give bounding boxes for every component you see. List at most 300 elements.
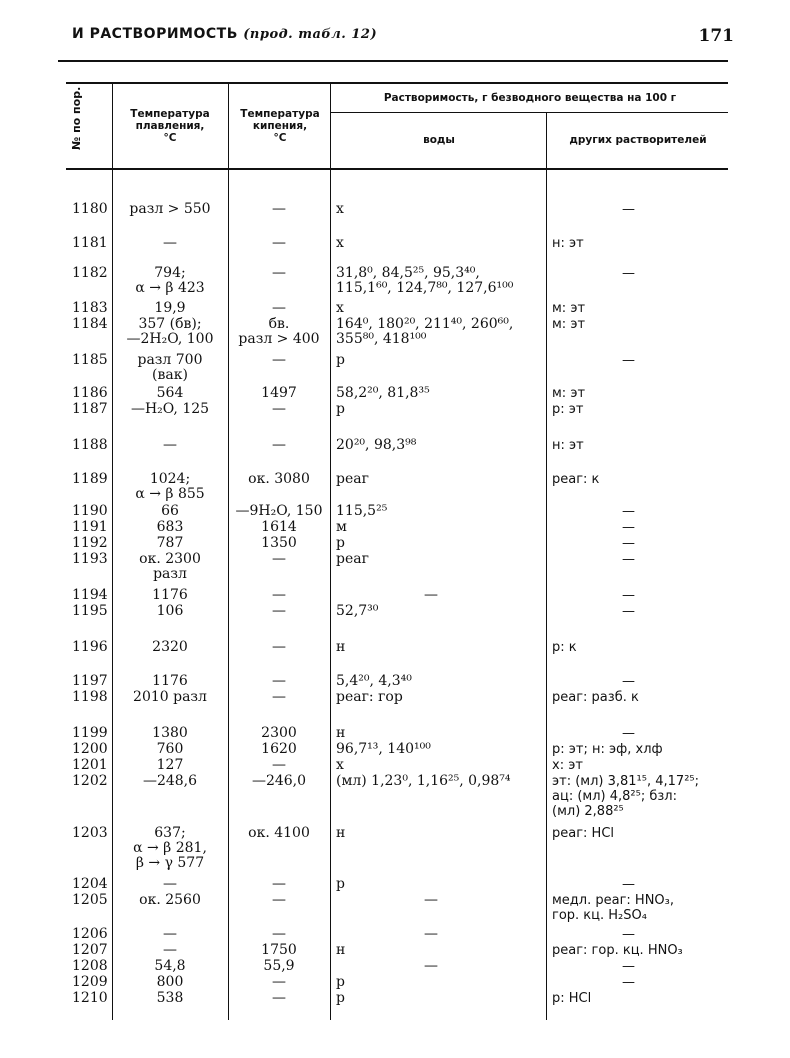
boiling-point-cell <box>228 604 330 619</box>
melting-point-cell <box>114 588 226 603</box>
water-solubility-cell-line: реаг: гор <box>336 689 403 705</box>
other-solvents-cell-line: реаг: HCl <box>552 826 615 841</box>
water-solubility-cell <box>424 959 634 974</box>
row-number: 1193 <box>72 551 108 567</box>
water-solubility-cell <box>336 536 546 551</box>
melting-point-cell <box>114 536 226 551</box>
water-solubility-cell <box>336 877 546 892</box>
melting-point-cell <box>114 690 226 705</box>
water-solubility-cell-line: — <box>424 587 438 603</box>
other-solvents-cell-line: медл. реаг: HNO₃, <box>552 893 675 908</box>
col-rule-3 <box>330 82 331 1020</box>
water-solubility-cell-line: 52,7³⁰ <box>336 603 379 619</box>
melting-point-cell-line: α → β 855 <box>135 486 205 502</box>
melting-point-cell-line: 54,8 <box>154 958 186 974</box>
other-solvents-cell-line: — <box>622 504 635 519</box>
other-solvents-cell-line: — <box>622 674 635 689</box>
other-solvents-cell-line: м: эт <box>552 301 586 316</box>
row-number: 1195 <box>72 603 108 619</box>
melting-point-cell <box>114 893 226 908</box>
other-solvents-cell-line: — <box>622 353 635 368</box>
other-solvents-cell-line: н: эт <box>552 438 584 453</box>
other-solvents-cell-line: м: эт <box>552 317 586 332</box>
col-rule-4 <box>546 112 547 1020</box>
row-number: 1205 <box>72 892 108 908</box>
other-solvents-cell-line: — <box>622 604 635 619</box>
melting-point-cell-line: 794; <box>154 265 186 281</box>
other-solvents-column-header: других растворителей <box>569 134 707 146</box>
other-solvents-cell <box>622 604 790 619</box>
other-solvents-cell-line: — <box>622 959 635 974</box>
melting-point-cell <box>114 674 226 689</box>
water-solubility-cell-line: р <box>336 974 345 990</box>
boiling-point-cell-line: — <box>272 352 286 368</box>
melting-point-cell-line: 1176 <box>152 673 188 689</box>
row-number: 1185 <box>72 352 108 368</box>
melting-point-cell <box>114 975 226 990</box>
boiling-point-cell <box>228 520 330 535</box>
melting-point-cell-line: 19,9 <box>154 300 186 316</box>
boiling-point-cell <box>228 588 330 603</box>
boiling-point-cell <box>228 301 330 316</box>
other-solvents-cell-line: реаг: гор. кц. HNO₃ <box>552 943 683 958</box>
water-solubility-cell-line: х <box>336 300 344 316</box>
row-number: 1196 <box>72 639 108 655</box>
water-solubility-cell <box>336 472 546 487</box>
melting-point-cell-line: ок. 2560 <box>139 892 201 908</box>
other-solvents-cell-line: м: эт <box>552 386 586 401</box>
boiling-point-cell <box>228 975 330 990</box>
water-solubility-cell <box>336 402 546 417</box>
col-rule-1 <box>112 82 113 1020</box>
header-rule <box>66 82 728 84</box>
boiling-point-cell <box>228 742 330 757</box>
row-number: 1189 <box>72 471 108 487</box>
melting-point-cell-line: 1024; <box>149 471 191 487</box>
melting-point-cell-line: (вак) <box>152 367 188 383</box>
melting-point-cell-line: 800 <box>156 974 184 990</box>
boiling-point-cell <box>228 402 330 417</box>
other-solvents-cell <box>552 236 738 251</box>
row-number: 1199 <box>72 725 108 741</box>
water-solubility-cell-line: м <box>336 519 347 535</box>
row-number: 1194 <box>72 587 108 603</box>
melting-point-cell-line: 637; <box>154 825 186 841</box>
melting-point-cell-line: 1176 <box>152 587 188 603</box>
boiling-point-cell-line: — <box>272 265 286 281</box>
other-solvents-cell <box>552 991 738 1006</box>
melting-point-cell <box>114 927 226 942</box>
water-solubility-cell <box>336 236 546 251</box>
other-solvents-cell <box>622 674 790 689</box>
boiling-point-cell-line: — <box>272 639 286 655</box>
water-solubility-cell-line: н <box>336 639 346 655</box>
water-solubility-cell-line: р <box>336 401 345 417</box>
melting-point-cell <box>114 266 226 296</box>
water-solubility-cell <box>336 301 546 316</box>
boiling-point-cell-line: ок. 3080 <box>248 471 310 487</box>
other-solvents-cell <box>622 202 790 217</box>
melting-point-cell <box>114 742 226 757</box>
other-solvents-cell <box>552 317 738 332</box>
row-number: 1204 <box>72 876 108 892</box>
boiling-point-cell <box>228 552 330 567</box>
melting-point-cell-line: 760 <box>156 741 184 757</box>
melting-point-cell <box>114 236 226 251</box>
water-solubility-cell <box>336 826 546 841</box>
other-solvents-cell <box>622 552 790 567</box>
melting-point-cell <box>114 317 226 347</box>
boiling-point-cell <box>228 536 330 551</box>
other-solvents-cell <box>622 877 790 892</box>
boiling-point-cell-line: —246,0 <box>251 773 307 789</box>
melting-point-cell-line: 564 <box>156 385 184 401</box>
melting-header-line: плавления, <box>135 120 205 132</box>
melting-point-cell <box>114 472 226 502</box>
row-number: 1182 <box>72 265 108 281</box>
water-solubility-cell-line: — <box>424 892 438 908</box>
other-solvents-cell-line: р: к <box>552 640 577 655</box>
other-solvents-cell-line: реаг: разб. к <box>552 690 639 705</box>
water-solubility-cell <box>336 266 546 296</box>
water-solubility-cell <box>336 202 546 217</box>
boiling-point-cell <box>228 640 330 655</box>
number-column-header: № по пор. <box>70 86 83 150</box>
melting-point-cell-line: 787 <box>156 535 184 551</box>
row-number: 1203 <box>72 825 108 841</box>
boiling-point-cell <box>228 893 330 908</box>
other-solvents-cell <box>622 726 790 741</box>
other-solvents-cell-line: эт: (мл) 3,81¹⁵, 4,17²⁵; <box>552 774 699 789</box>
melting-point-cell-line: 538 <box>156 990 184 1006</box>
melting-point-cell-line: ок. 2300 <box>139 551 201 567</box>
water-solubility-cell <box>336 604 546 619</box>
water-solubility-cell <box>336 975 546 990</box>
boiling-point-cell-line: — <box>272 201 286 217</box>
row-number: 1183 <box>72 300 108 316</box>
other-solvents-cell-line: ац: (мл) 4,8²⁵; бзл: <box>552 789 677 804</box>
water-solubility-cell-line: — <box>424 958 438 974</box>
water-solubility-cell <box>336 504 546 519</box>
row-number: 1190 <box>72 503 108 519</box>
melting-point-cell-line: 66 <box>161 503 179 519</box>
boiling-point-cell <box>228 438 330 453</box>
other-solvents-cell-line: р: HCl <box>552 991 592 1006</box>
melting-point-cell-line: β → γ 577 <box>135 855 205 871</box>
melting-point-cell-line: — <box>163 876 177 892</box>
melting-point-cell <box>114 202 226 217</box>
other-solvents-cell <box>552 943 738 958</box>
melting-point-cell-line: 1380 <box>152 725 188 741</box>
melting-point-cell-line: разл <box>153 566 187 582</box>
row-number: 1201 <box>72 757 108 773</box>
water-column-header: воды <box>423 134 455 146</box>
melting-point-cell <box>114 640 226 655</box>
water-solubility-cell <box>336 774 546 789</box>
melting-point-cell-line: 2320 <box>152 639 188 655</box>
melting-point-cell-line: 2010 разл <box>133 689 207 705</box>
water-solubility-cell-line: 58,2²⁰, 81,8³⁵ <box>336 385 430 401</box>
melting-point-cell <box>114 402 226 417</box>
water-solubility-cell-line: н <box>336 825 346 841</box>
row-number: 1210 <box>72 990 108 1006</box>
boiling-header-line: Температура <box>240 108 320 120</box>
melting-point-cell-line: — <box>163 437 177 453</box>
row-number: 1197 <box>72 673 108 689</box>
water-solubility-cell <box>424 927 634 942</box>
water-solubility-cell <box>336 991 546 1006</box>
other-solvents-cell <box>622 927 790 942</box>
melting-header-line: Температура <box>130 108 210 120</box>
melting-point-cell <box>114 604 226 619</box>
water-solubility-cell <box>336 640 546 655</box>
other-solvents-cell-line: р: эт <box>552 402 584 417</box>
other-solvents-cell <box>552 402 738 417</box>
other-solvents-cell-line: — <box>622 975 635 990</box>
running-title <box>72 26 377 42</box>
row-number: 1184 <box>72 316 108 332</box>
boiling-point-cell-line: 1614 <box>261 519 297 535</box>
row-number: 1188 <box>72 437 108 453</box>
water-solubility-cell-line: н <box>336 725 346 741</box>
other-solvents-cell <box>622 520 790 535</box>
boiling-point-cell-line: — <box>272 300 286 316</box>
melting-point-cell <box>114 552 226 582</box>
water-solubility-cell-line: 115,1⁶⁰, 124,7⁸⁰, 127,6¹⁰⁰ <box>336 280 514 296</box>
boiling-point-cell-line: 55,9 <box>263 958 295 974</box>
boiling-point-cell-line: — <box>272 876 286 892</box>
melting-point-cell-line: 106 <box>156 603 184 619</box>
solubility-rule <box>330 112 728 113</box>
water-solubility-cell-line: 115,5²⁵ <box>336 503 388 519</box>
boiling-point-cell-line: — <box>272 974 286 990</box>
water-solubility-cell-line: р <box>336 535 345 551</box>
melting-column-header <box>114 108 226 144</box>
melting-point-cell <box>114 959 226 974</box>
other-solvents-cell-line: реаг: к <box>552 472 600 487</box>
row-number: 1206 <box>72 926 108 942</box>
other-solvents-cell <box>552 301 738 316</box>
boiling-point-cell-line: ок. 4100 <box>248 825 310 841</box>
melting-point-cell-line: — <box>163 235 177 251</box>
melting-point-cell-line: α → β 281, <box>133 840 207 856</box>
water-solubility-cell-line: 355⁸⁰, 418¹⁰⁰ <box>336 331 427 347</box>
water-solubility-cell <box>336 552 546 567</box>
boiling-point-cell-line: разл > 400 <box>238 331 320 347</box>
boiling-point-cell <box>228 236 330 251</box>
water-solubility-cell-line: н <box>336 942 346 958</box>
row-number: 1187 <box>72 401 108 417</box>
melting-point-cell <box>114 726 226 741</box>
water-solubility-cell-line: (мл) 1,23⁰, 1,16²⁵, 0,98⁷⁴ <box>336 773 511 789</box>
boiling-point-cell <box>228 353 330 368</box>
row-number: 1186 <box>72 385 108 401</box>
other-solvents-cell <box>552 774 738 819</box>
other-solvents-cell <box>622 266 790 281</box>
water-solubility-cell-line: р <box>336 352 345 368</box>
boiling-point-cell <box>228 472 330 487</box>
other-solvents-cell <box>552 690 738 705</box>
other-solvents-cell <box>552 386 738 401</box>
boiling-point-cell <box>228 758 330 773</box>
other-solvents-cell <box>622 504 790 519</box>
water-solubility-cell-line: р <box>336 876 345 892</box>
running-title-text: И РАСТВОРИМОСТЬ <box>72 26 238 42</box>
other-solvents-cell <box>622 959 790 974</box>
boiling-point-cell <box>228 202 330 217</box>
melting-point-cell-line: α → β 423 <box>135 280 205 296</box>
boiling-point-cell <box>228 991 330 1006</box>
boiling-point-cell <box>228 504 330 519</box>
other-solvents-cell-line: гор. кц. H₂SO₄ <box>552 908 647 923</box>
boiling-point-cell-line: —9H₂O, 150 <box>235 503 323 519</box>
melting-header-line: °С <box>163 132 177 144</box>
water-solubility-cell-line: реаг <box>336 551 369 567</box>
melting-point-cell-line: разл > 550 <box>129 201 211 217</box>
melting-point-cell <box>114 758 226 773</box>
boiling-point-cell <box>228 943 330 958</box>
boiling-point-cell-line: — <box>272 401 286 417</box>
melting-point-cell <box>114 504 226 519</box>
boiling-point-cell <box>228 877 330 892</box>
melting-point-cell <box>114 826 226 871</box>
boiling-point-cell-line: 1497 <box>261 385 297 401</box>
boiling-point-cell-line: — <box>272 551 286 567</box>
boiling-header-line: °С <box>273 132 287 144</box>
page-number: 171 <box>698 26 734 46</box>
other-solvents-cell-line: р: эт; н: эф, хлф <box>552 742 663 757</box>
water-solubility-cell <box>336 943 546 958</box>
boiling-point-cell <box>228 927 330 942</box>
water-solubility-cell-line: 5,4²⁰, 4,3⁴⁰ <box>336 673 412 689</box>
row-number: 1181 <box>72 235 108 251</box>
melting-point-cell-line: разл 700 <box>137 352 203 368</box>
water-solubility-cell <box>336 690 546 705</box>
melting-point-cell-line: 683 <box>156 519 184 535</box>
water-solubility-cell-line: 96,7¹³, 140¹⁰⁰ <box>336 741 431 757</box>
melting-point-cell-line: —248,6 <box>142 773 198 789</box>
melting-point-cell-line: — <box>163 926 177 942</box>
melting-point-cell-line: —2H₂O, 100 <box>126 331 214 347</box>
water-solubility-cell-line: 31,8⁰, 84,5²⁵, 95,3⁴⁰, <box>336 265 480 281</box>
row-number: 1209 <box>72 974 108 990</box>
other-solvents-cell <box>552 640 738 655</box>
running-subtitle: (прод. табл. 12) <box>243 27 378 42</box>
other-solvents-cell <box>552 758 738 773</box>
water-solubility-cell <box>336 386 546 401</box>
boiling-point-cell <box>228 726 330 741</box>
water-solubility-cell-line: 164⁰, 180²⁰, 211⁴⁰, 260⁶⁰, <box>336 316 514 332</box>
boiling-point-cell <box>228 266 330 281</box>
water-solubility-cell <box>336 353 546 368</box>
boiling-point-cell-line: бв. <box>268 316 290 332</box>
water-solubility-cell <box>336 726 546 741</box>
other-solvents-cell <box>552 438 738 453</box>
water-solubility-cell <box>336 742 546 757</box>
melting-point-cell <box>114 774 226 789</box>
boiling-point-cell-line: — <box>272 892 286 908</box>
melting-point-cell-line: —H₂O, 125 <box>130 401 210 417</box>
row-number: 1180 <box>72 201 108 217</box>
boiling-column-header <box>230 108 330 144</box>
boiling-point-cell-line: 1620 <box>261 741 297 757</box>
other-solvents-cell-line: — <box>622 536 635 551</box>
melting-point-cell <box>114 301 226 316</box>
other-solvents-cell <box>622 536 790 551</box>
melting-point-cell <box>114 386 226 401</box>
boiling-point-cell <box>228 690 330 705</box>
other-solvents-cell <box>622 353 790 368</box>
other-solvents-cell <box>622 588 790 603</box>
top-rule <box>58 60 728 62</box>
melting-point-cell <box>114 943 226 958</box>
boiling-point-cell-line: — <box>272 603 286 619</box>
other-solvents-cell <box>552 742 738 757</box>
other-solvents-cell <box>622 975 790 990</box>
boiling-point-cell-line: — <box>272 926 286 942</box>
row-number: 1192 <box>72 535 108 551</box>
other-solvents-cell-line: (мл) 2,88²⁵ <box>552 804 624 819</box>
row-number: 1208 <box>72 958 108 974</box>
melting-point-cell <box>114 991 226 1006</box>
other-solvents-cell-line: — <box>622 520 635 535</box>
other-solvents-cell-line: — <box>622 927 635 942</box>
melting-point-cell <box>114 353 226 383</box>
water-solubility-cell-line: реаг <box>336 471 369 487</box>
boiling-point-cell <box>228 674 330 689</box>
melting-point-cell-line: 357 (бв); <box>138 316 202 332</box>
other-solvents-cell-line: н: эт <box>552 236 584 251</box>
boiling-point-cell-line: — <box>272 437 286 453</box>
melting-point-cell <box>114 877 226 892</box>
row-number: 1207 <box>72 942 108 958</box>
water-solubility-cell-line: х <box>336 235 344 251</box>
row-number: 1191 <box>72 519 108 535</box>
other-solvents-cell-line: — <box>622 588 635 603</box>
other-solvents-cell-line: — <box>622 552 635 567</box>
boiling-point-cell-line: 2300 <box>261 725 297 741</box>
other-solvents-cell-line: — <box>622 877 635 892</box>
boiling-point-cell <box>228 959 330 974</box>
water-solubility-cell <box>336 758 546 773</box>
melting-point-cell <box>114 438 226 453</box>
water-solubility-cell <box>424 588 634 603</box>
boiling-point-cell-line: — <box>272 673 286 689</box>
water-solubility-cell-line: х <box>336 757 344 773</box>
boiling-header-line: кипения, <box>252 120 308 132</box>
water-solubility-cell <box>336 438 546 453</box>
water-solubility-cell-line: р <box>336 990 345 1006</box>
melting-point-cell-line: — <box>163 942 177 958</box>
water-solubility-cell-line: х <box>336 201 344 217</box>
boiling-point-cell-line: 1750 <box>261 942 297 958</box>
melting-point-cell <box>114 520 226 535</box>
melting-point-cell-line: 127 <box>156 757 184 773</box>
boiling-point-cell-line: — <box>272 689 286 705</box>
boiling-point-cell <box>228 774 330 789</box>
boiling-point-cell-line: — <box>272 757 286 773</box>
other-solvents-cell <box>552 826 738 841</box>
other-solvents-cell-line: — <box>622 266 635 281</box>
other-solvents-cell-line: х: эт <box>552 758 583 773</box>
row-number: 1202 <box>72 773 108 789</box>
water-solubility-cell-line: 20²⁰, 98,3⁹⁸ <box>336 437 417 453</box>
row-number: 1198 <box>72 689 108 705</box>
boiling-point-cell-line: — <box>272 587 286 603</box>
boiling-point-cell <box>228 386 330 401</box>
page-header <box>72 26 740 52</box>
water-solubility-cell <box>336 674 546 689</box>
